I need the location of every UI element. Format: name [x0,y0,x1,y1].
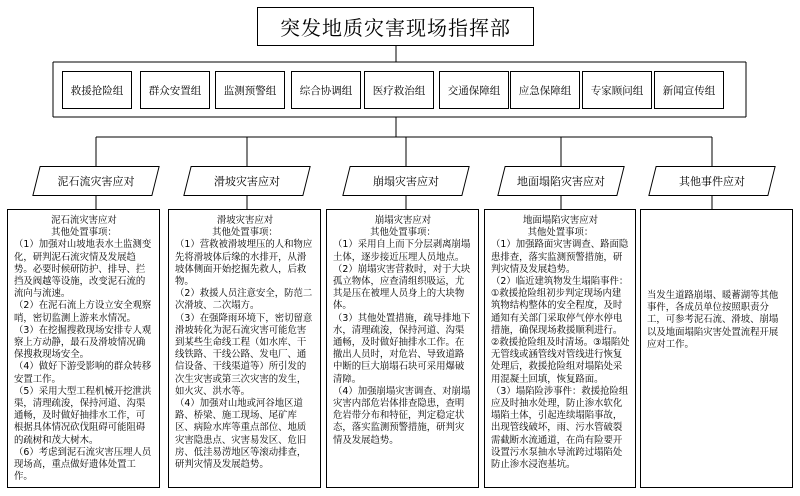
detail-line: 当发生道路崩塌、暖蓄湖等其他事件，各成员单位按照职责分工，可参考泥石流、滑坡、崩塌以及地面塌陷灾害处置流程开展应对工作。 [647,290,779,350]
group-box: 群众安置组 [140,71,210,109]
group-box: 医疗救治组 [364,71,434,109]
detail-subtitle: 其他处置事项： [527,227,594,239]
detail-line: （3）其他处置措施，疏导排地下水，清理疏浚，保持河道、沟渠通畅，及时做好抽排水工作。在撤出人员时，对危岩、导致道路中断的巨大崩塌石块可采用爆破清障。 [333,312,471,385]
response-detail-box [484,209,636,488]
detail-line: （1）采用自上而下分层剥离崩塌土体，逐步接近压埋人员地点。 [333,239,471,263]
detail-title: 地面塌陷灾害应对 [522,215,598,226]
response-node-label: 其他事件应对 [679,175,745,188]
detail-line: （2）在泥石流上方设立安全观察哨，密切监测上游来水情况。 [14,300,152,324]
diagram-title: 突发地质灾害现场指挥部 [257,7,534,46]
detail-line: （1）营救被滑坡埋压的人和物应先将滑坡体后缘的水排开，从滑坡体侧面开始挖掘先救人，后救物。 [175,239,313,288]
detail-line: （4）加强崩塌灾害调查、对崩塌灾害内部危岩体排查隐患，查明危岩带分布和特征，判定稳定状态，落实监测预警措施，研判灾情及发展趋势。 [333,385,471,446]
group-box: 新闻宣传组 [654,71,724,109]
group-box: 应急保障组 [510,71,580,109]
detail-title: 崩塌灾害应对 [374,215,432,226]
detail-line: （1）加强对山坡地表水土监测变化，研判泥石流灾情及发展趋势。必要时候研防护、排导、拦挡及阀越等设施，改变泥石流的流向与流速。 [14,239,152,300]
response-node-label: 滑坡灾害应对 [214,175,280,188]
detail-line: （3）塌陷险涉事件：救援抢险组应及时抽水处理，防止渗水软化塌陷土体，引起连续塌陷事故，出现管线破坏，雨、污水管破裂需截断水流通道，在尚有险要开设置污水泵抽水导流跨过塌陷处防止渗水浸泡基坑。 [491,385,629,471]
response-detail-box [326,209,479,488]
detail-line: （2）崩塌灾害营救时，对于大块孤立物体，应查清组织吸运，尤其是压在被埋人员身上的大块物体。 [333,263,471,312]
group-box: 救援抢险组 [62,71,132,109]
detail-title: 滑坡灾害应对 [216,215,274,226]
detail-line: （3）在挖掘搜救现场安排专人观察上方动静，最石及滑坡情况确保搜救现场安全。 [14,324,152,361]
response-detail-box [7,209,160,488]
detail-line: （2）临近建筑物发生塌陷事件： [491,276,629,288]
detail-line: （4）做好下游受影响的群众转移安置工作。 [14,361,152,385]
detail-line: （1）加强路面灾害调查、路面隐患排查，落实监测预警措施，研判灾情及发展趋势。 [491,239,629,275]
detail-line: ①救援抢险组初步判定现场内建筑物结构整体的安全程度，及时通知有关部门采取停气停水停电措施，确保现场救援顺利进行。②救援抢险组及时清场。③塌陷处无管线或涵管线对管线进行恢复处理后，救援抢险组对塌陷处采用混凝土回填，恢复路面。 [491,288,630,385]
detail-title: 泥石流灾害应对 [51,215,117,226]
response-node-label: 崩塌灾害应对 [373,175,439,188]
detail-subtitle: 其他处置事项： [51,227,117,239]
response-detail-box [640,209,793,488]
detail-line: （6）考虑到泥石流灾害压埋人员现场高，重点做好遗体处置工作。 [14,446,152,483]
response-node-label: 泥石流灾害应对 [57,175,135,188]
response-detail-box [168,209,321,488]
group-box: 监测预警组 [215,71,285,109]
response-node-label: 地面塌陷灾害应对 [517,175,605,188]
detail-line: （4）加强对山地或河谷地区道路、桥梁、施工现场、尾矿库区、病险水库等重点部位、地质灾害隐患点、灾害易发区、危旧房、低洼易涝地区等滚动排查，研判灾情及发展趋势。 [175,398,307,471]
group-box: 交通保障组 [439,71,509,109]
detail-subtitle: 其他处置事项： [212,227,278,239]
group-box: 综合协调组 [291,71,361,109]
group-box: 专家顾问组 [582,71,652,109]
detail-line: （5）采用大型工程机械开挖泄洪渠，清理疏浚，保持河道、沟渠通畅，及时做好抽排水工作，可根据具体情况砍伐阻碍可能阻碍的疏树和茂大树木。 [14,385,152,446]
detail-line: （2）救援人员注意安全，防范二次滑坡、二次塌方。 [175,288,313,312]
detail-line: （3）在强降雨环境下，密切留意滑坡转化为泥石流灾害可能危害到某些生命线工程（如水库、干线铁路、干线公路、发电厂、通信设备、干线渠道等）所引发的次生灾害或第三次灾害的发生，如火灾、洪水等。 [175,312,313,397]
detail-subtitle: 其他处置事项： [370,227,436,239]
